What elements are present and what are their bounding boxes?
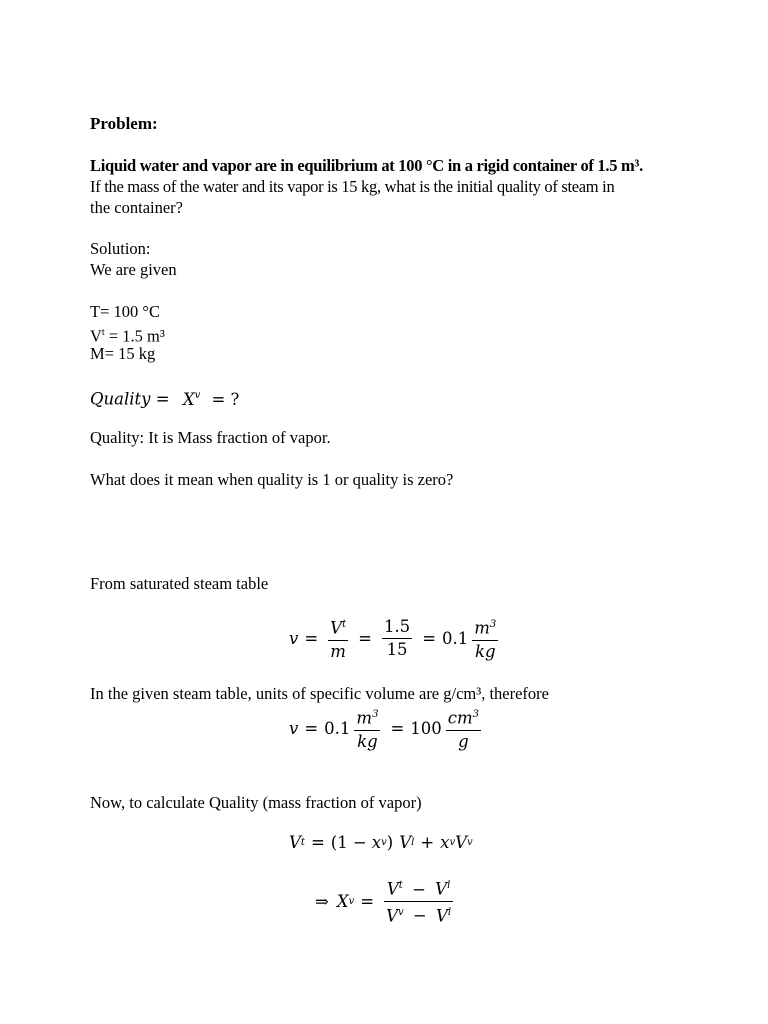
eq1-f1-den: m (330, 641, 346, 661)
eq4-equals: = (360, 891, 375, 911)
given-volume-value: = 1.5 m³ (108, 326, 165, 346)
eq4-den-a-sup: v (397, 906, 404, 918)
eq4-den-a: V (386, 906, 398, 925)
given-volume-symbol: V (90, 326, 102, 346)
quality-symbol: X (182, 389, 195, 409)
eq2-equals: = (304, 718, 319, 738)
eq1-unit-num: m (474, 618, 490, 638)
quality-question: What does it mean when quality is 1 or quality is zero? (90, 470, 454, 489)
problem-statement-line-1: Liquid water and vapor are in equilibrium at 100 °C in a rigid container of 1.5 m³. (90, 156, 643, 175)
equation-unit-conversion (289, 704, 485, 753)
eq4-implies: ⇒ (315, 891, 329, 911)
eq1-value: 0.1 (442, 628, 469, 648)
eq3-equals: = (310, 833, 325, 852)
quality-expression-right: = ? (211, 389, 240, 409)
quality-expression-left: Quality = (90, 389, 170, 409)
equation-specific-volume (289, 614, 502, 663)
eq2-unit2-num: cm (447, 708, 473, 728)
eq1-f2-num: 1.5 (382, 616, 412, 639)
eq3-x2: x (440, 833, 450, 852)
given-mass: M= 15 kg (90, 344, 156, 363)
eq1-unit-den: kg (475, 641, 496, 661)
eq4-num-a-sup: t (398, 880, 403, 891)
eq1-equals-2: = (358, 628, 372, 648)
eq2-value-2: 100 (410, 718, 442, 738)
eq4-fraction (384, 875, 453, 927)
eq2-value-1: 0.1 (324, 718, 351, 738)
equation-volume-balance (289, 833, 473, 852)
eq3-x1-sup: v (381, 837, 387, 848)
eq3-vt: V (289, 833, 301, 852)
given-volume-sup: t (101, 327, 105, 338)
eq3-vv-sup: v (467, 837, 473, 848)
equation-quality-solution (315, 875, 457, 927)
calc-intro: Now, to calculate Quality (mass fraction of vapor) (90, 793, 422, 812)
eq2-unit2-den: g (458, 731, 469, 751)
eq2-unit2-num-sup: 3 (472, 709, 480, 720)
eq4-num-minus: − (412, 879, 426, 899)
eq3-x1: x (371, 833, 382, 852)
eq1-f2-den: 15 (386, 639, 408, 659)
quality-expression (90, 385, 239, 410)
eq4-x: X (336, 891, 349, 911)
eq1-equals: = (304, 628, 319, 648)
eq3-vt-sup: t (300, 837, 305, 848)
quality-definition: Quality: It is Mass fraction of vapor. (90, 428, 331, 447)
eq4-den-b: V (435, 906, 448, 925)
quality-symbol-sup: v (194, 390, 201, 401)
eq1-equals-3: = (422, 628, 437, 648)
eq2-unit-2 (446, 704, 481, 753)
eq2-unit-1 (354, 704, 380, 753)
given-intro: We are given (90, 260, 177, 279)
steam-table-intro: From saturated steam table (90, 574, 269, 593)
given-temperature: T= 100 °C (90, 302, 160, 321)
eq1-f1-num: V (330, 618, 343, 638)
eq1-unit-fraction (472, 614, 498, 663)
eq1-fraction-volume-mass (328, 614, 348, 663)
eq3-x2-sup: v (449, 837, 456, 848)
solution-label: Solution: (90, 239, 151, 258)
eq2-lhs: v (289, 718, 299, 738)
problem-heading: Problem: (90, 114, 158, 133)
eq1-f1-num-sup: t (342, 619, 347, 630)
eq3-paren-open: (1 − (330, 833, 367, 852)
eq4-num-b: V (435, 879, 448, 899)
eq4-num-a: V (386, 879, 399, 899)
problem-statement-line-3: the container? (90, 198, 183, 217)
eq3-vl-sup: l (411, 837, 415, 848)
eq4-x-sup: v (348, 895, 355, 907)
eq2-unit1-num: m (356, 708, 373, 728)
eq2-equals-2: = (390, 718, 405, 738)
eq2-unit1-den: kg (357, 731, 378, 751)
eq2-unit1-num-sup: 3 (372, 709, 379, 720)
eq3-vl: V (399, 833, 412, 852)
eq1-unit-num-sup: 3 (489, 619, 497, 630)
eq3-paren-close: ) (386, 833, 394, 852)
problem-statement-line-2: If the mass of the water and its vapor is 15 kg, what is the initial quality of steam in (90, 177, 615, 196)
eq4-den-b-sup: l (447, 906, 452, 918)
eq1-lhs: v (289, 628, 299, 648)
eq4-den-minus: − (412, 906, 427, 925)
eq1-fraction-numeric (382, 616, 412, 661)
units-note: In the given steam table, units of specific volume are g/cm³, therefore (90, 684, 549, 703)
eq3-vv: V (455, 833, 468, 852)
eq4-num-b-sup: l (447, 880, 451, 891)
eq3-plus: + (420, 833, 435, 852)
